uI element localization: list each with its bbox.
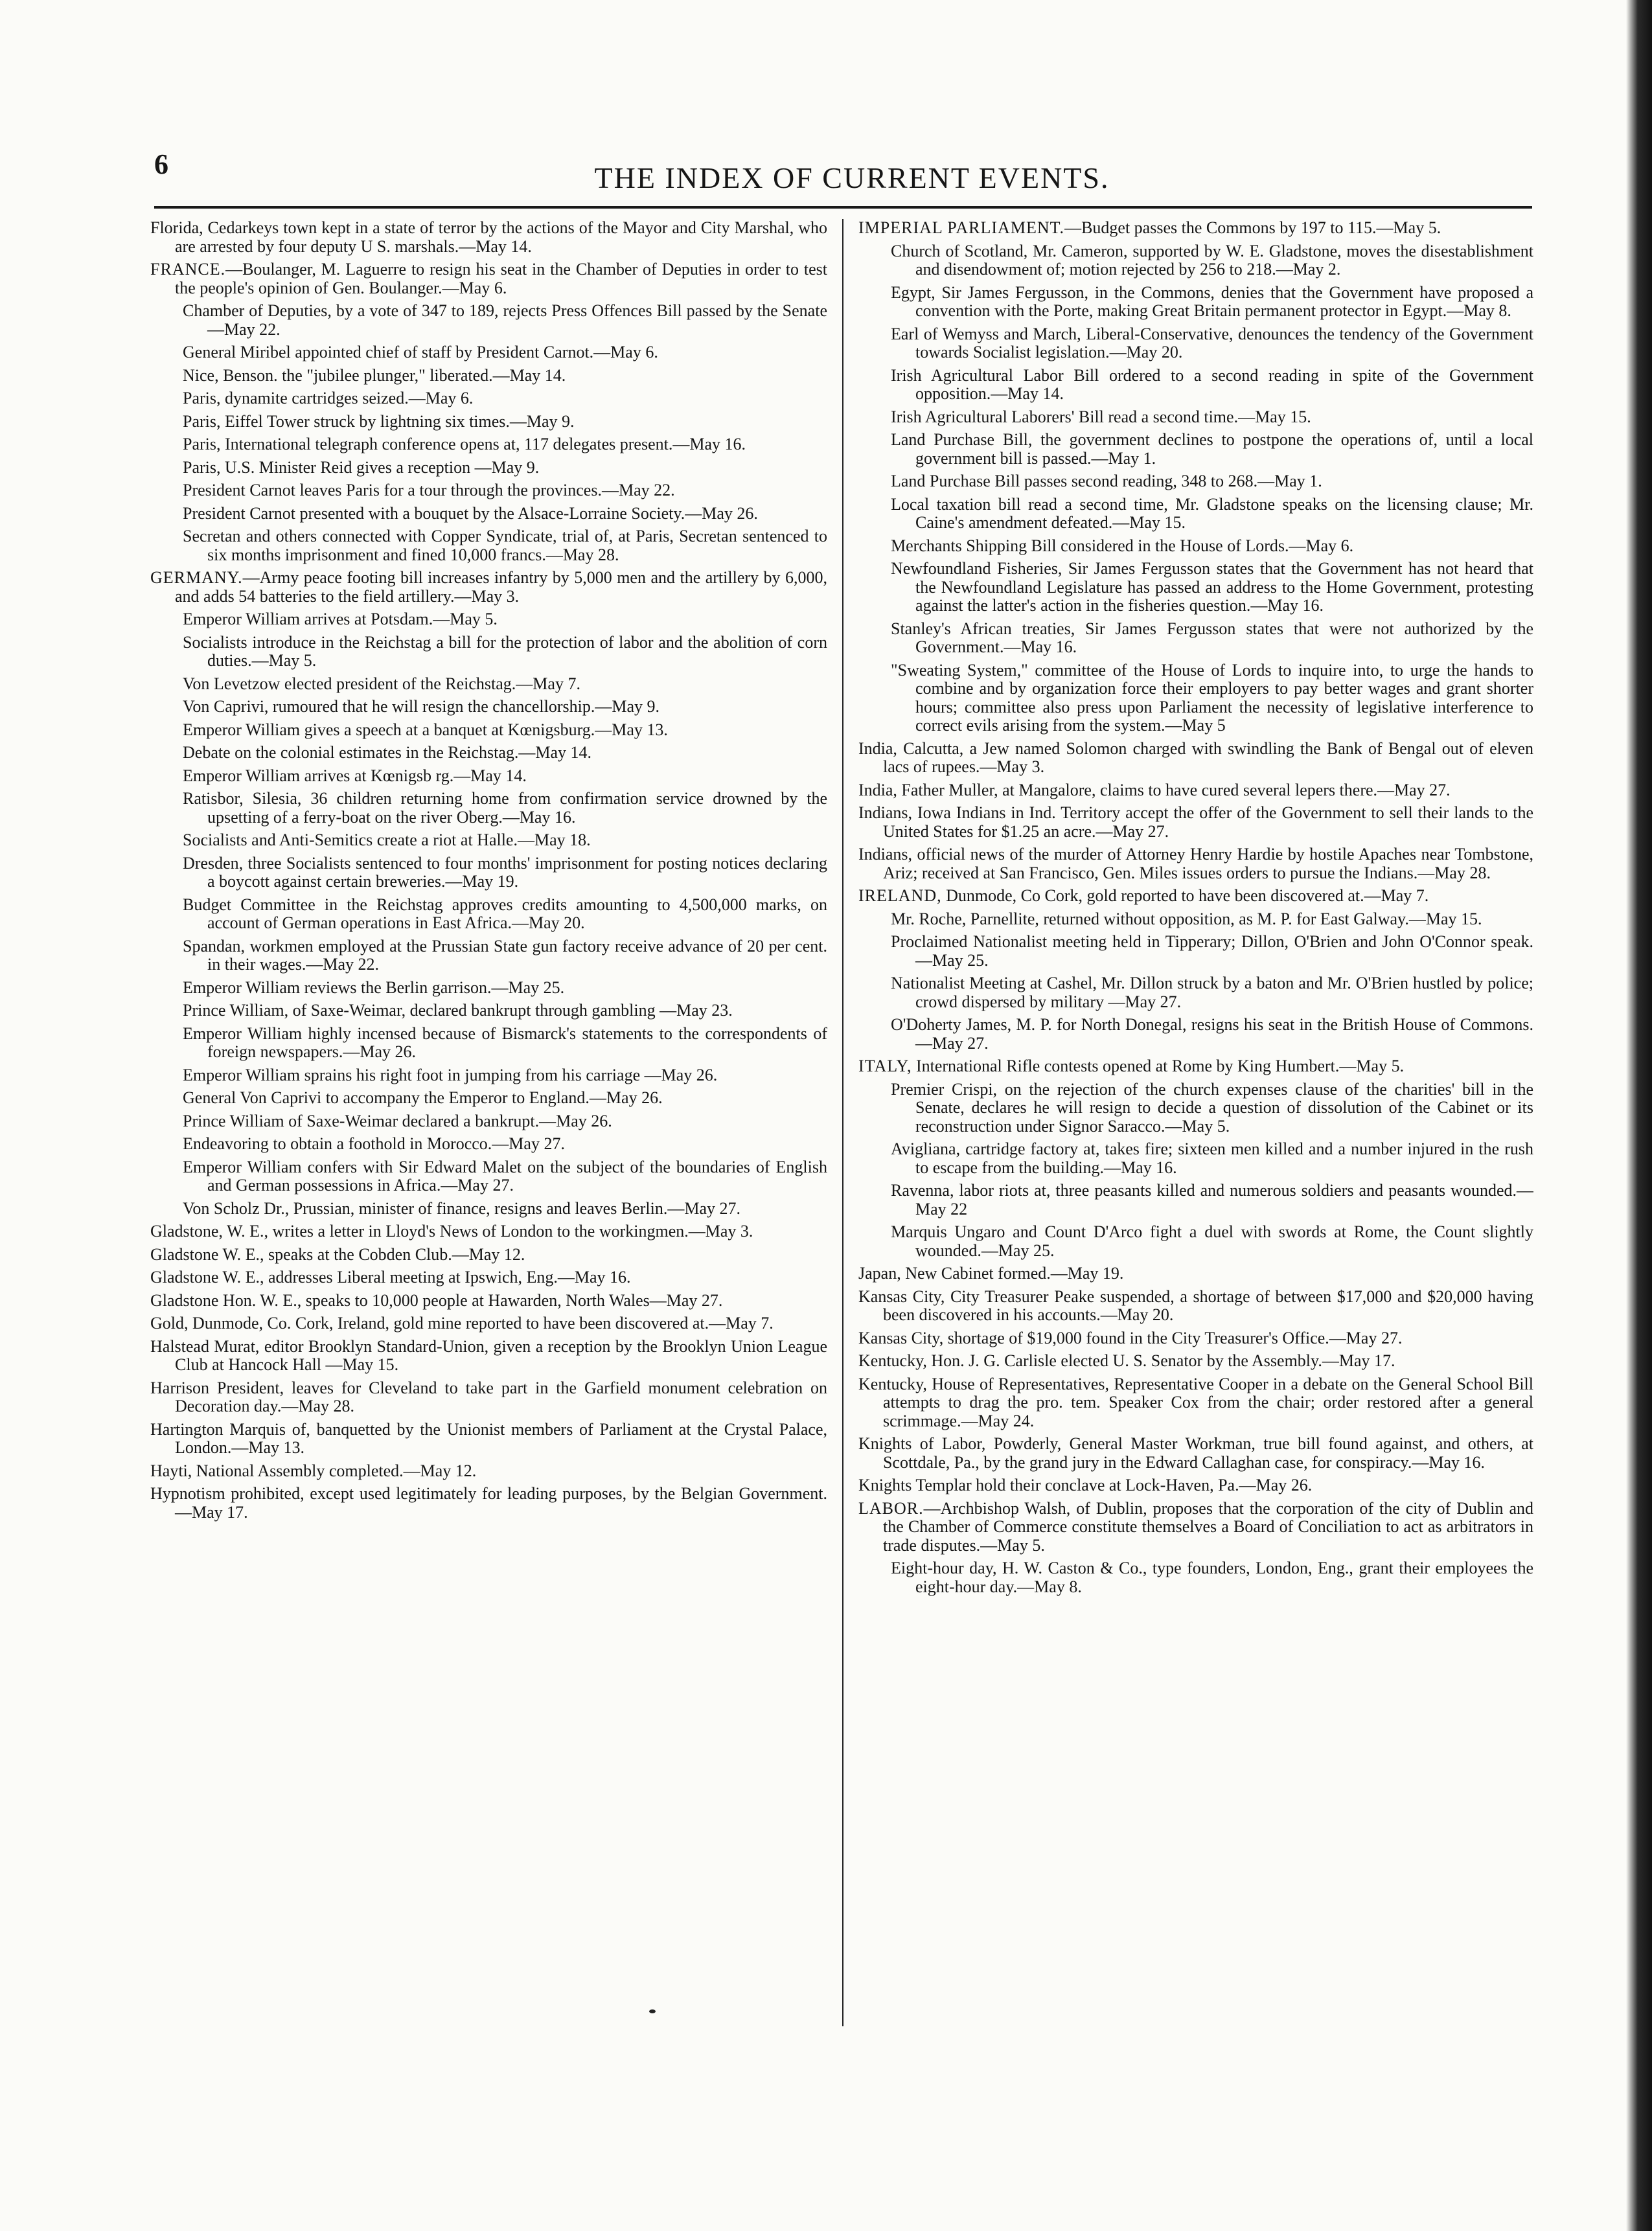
entry-text: Prince William, of Saxe-Weimar, declared bankrupt through gambling —May 23.	[183, 1001, 733, 1020]
index-entry	[858, 1057, 1533, 1076]
index-entry	[858, 1352, 1533, 1371]
entry-text: Debate on the colonial estimates in the Reichstag.—May 14.	[183, 743, 592, 762]
index-entry	[891, 661, 1533, 735]
index-entry	[183, 854, 827, 891]
index-entry	[891, 1081, 1533, 1136]
index-entry	[150, 219, 827, 256]
entry-text: Kentucky, Hon. J. G. Carlisle elected U. S. Senator by the Assembly.—May 17.	[858, 1351, 1395, 1370]
index-entry	[183, 1200, 827, 1218]
entry-text: General Miribel appointed chief of staff by President Carnot.—May 6.	[183, 343, 658, 361]
entry-text: —Boulanger, M. Laguerre to resign his seat in the Chamber of Deputies in order to test the people's opinion of Gen. Boulanger.—May 6.	[175, 260, 827, 297]
subject-heading: ITALY,	[858, 1057, 912, 1075]
index-entry	[891, 620, 1533, 657]
subject-heading: GERMANY.	[150, 568, 243, 587]
entry-text: President Carnot leaves Paris for a tour through the provinces.—May 22.	[183, 481, 675, 499]
index-entry	[858, 845, 1533, 882]
entry-text: Secretan and others connected with Copper Syndicate, trial of, at Paris, Secretan sentenced to six months imprisonment and fined 10,000 francs.—May 28.	[183, 527, 827, 564]
entry-text: General Von Caprivi to accompany the Emperor to England.—May 26.	[183, 1088, 663, 1107]
index-entry	[858, 740, 1533, 777]
entry-text: Japan, New Cabinet formed.—May 19.	[858, 1264, 1124, 1283]
entry-text: Spandan, workmen employed at the Prussian State gun factory receive advance of 20 per cent. in their wages.—May 22.	[183, 936, 827, 974]
index-entry	[891, 325, 1533, 362]
entry-text: Paris, U.S. Minister Reid gives a reception —May 9.	[183, 457, 540, 477]
entry-text: Premier Crispi, on the rejection of the church expenses clause of the charities' bill in the Senate, declares he will resign to decide a question of dissolution of the Cabinet or its reconstruction under Signor Saracco.—May 5.	[891, 1079, 1533, 1136]
index-entry	[183, 1025, 827, 1062]
entry-text: Nationalist Meeting at Cashel, Mr. Dillon struck by a baton and Mr. O'Brien hustled by police; crowd dispersed by military —May 27.	[891, 974, 1533, 1011]
entry-text: Emperor William reviews the Berlin garrison.—May 25.	[183, 978, 565, 997]
index-entry	[150, 1421, 827, 1458]
index-entry	[150, 1222, 827, 1241]
right-column	[858, 219, 1533, 2026]
entry-text: Emperor William sprains his right foot in jumping from his carriage —May 26.	[183, 1065, 718, 1084]
entry-text: Hypnotism prohibited, except used legitimately for leading purposes, by the Belgian Government.—May 17.	[150, 1484, 827, 1522]
index-entry	[891, 242, 1533, 279]
index-entry	[183, 634, 827, 670]
entry-text: Indians, Iowa Indians in Ind. Territory accept the offer of the Government to sell their lands to the United States for $1.25 an acre.—May 27.	[858, 803, 1533, 841]
entry-text: Irish Agricultural Laborers' Bill read a second time.—May 15.	[891, 407, 1311, 426]
index-entry	[183, 610, 827, 629]
entry-text: Gladstone W. E., speaks at the Cobden Club.—May 12.	[150, 1244, 525, 1264]
entry-text: Land Purchase Bill passes second reading, 348 to 268.—May 1.	[891, 472, 1322, 490]
entry-text: Avigliana, cartridge factory at, takes fire; sixteen men killed and a number injured in the rush to escape from the building.—May 16.	[891, 1139, 1533, 1177]
index-entry	[183, 527, 827, 564]
header-rule	[154, 206, 1532, 209]
index-entry	[891, 933, 1533, 970]
entry-text: Knights Templar hold their conclave at Lock-Haven, Pa.—May 26.	[858, 1476, 1313, 1494]
column-divider	[842, 219, 843, 2026]
entry-text: Land Purchase Bill, the government declines to postpone the operations of, until a local government bill is passed.—May 1.	[891, 430, 1533, 468]
index-entry	[891, 367, 1533, 404]
scan-right-edge	[1626, 0, 1652, 2231]
entry-text: Nice, Benson. the "jubilee plunger," liberated.—May 14.	[183, 365, 566, 385]
entry-text: Irish Agricultural Labor Bill ordered to a second reading in spite of the Government opposition.—May 14.	[891, 365, 1533, 403]
index-entry	[858, 1329, 1533, 1348]
index-entry	[891, 408, 1533, 427]
index-entry	[183, 721, 827, 740]
index-entry	[891, 974, 1533, 1011]
entry-text: Hayti, National Assembly completed.—May 12.	[150, 1461, 477, 1480]
index-entry	[183, 698, 827, 716]
index-entry	[183, 1135, 827, 1154]
index-entry	[183, 367, 827, 385]
index-entry	[891, 1182, 1533, 1218]
entry-text: Von Levetzow elected president of the Reichstag.—May 7.	[183, 674, 580, 693]
entry-text: Church of Scotland, Mr. Cameron, supported by W. E. Gladstone, moves the disestablishment and disendowment of; motion rejected by 256 to 218.—May 2.	[891, 241, 1533, 279]
index-entry	[183, 1158, 827, 1195]
index-entry	[183, 413, 827, 431]
entry-text: Halstead Murat, editor Brooklyn Standard-Union, given a reception by the Brooklyn Union League Club at Hancock Hall —May 15.	[150, 1336, 827, 1374]
index-entry	[183, 790, 827, 827]
entry-text: Newfoundland Fisheries, Sir James Fergusson states that the Government has not heard that the Newfoundland Legislature has passed an address to the Home Government, protesting against the latter's action in the fisheries question.—May 16.	[891, 559, 1533, 615]
entry-text: —Archbishop Walsh, of Dublin, proposes that the corporation of the city of Dublin and the Chamber of Commerce constitute themselves a Board of Conciliation to act as arbitrators in trade disputes.—May 5.	[883, 1498, 1533, 1555]
entry-text: Dunmode, Co Cork, gold reported to have been discovered at.—May 7.	[941, 886, 1429, 905]
index-entry	[858, 1500, 1533, 1555]
entry-text: Gladstone W. E., addresses Liberal meeting at Ipswich, Eng.—May 16.	[150, 1268, 631, 1287]
index-entry	[183, 343, 827, 362]
entry-text: Earl of Wemyss and March, Liberal-Conservative, denounces the tendency of the Government towards Socialist legislation.—May 20.	[891, 324, 1533, 361]
index-entry	[183, 767, 827, 786]
index-entry	[858, 804, 1533, 841]
index-entry	[183, 459, 827, 477]
subject-heading: FRANCE.	[150, 260, 226, 279]
entry-text: Knights of Labor, Powderly, General Master Workman, true bill found against, and others, at Scottdale, Pa., by the grand jury in the Edward Callaghan case, for conspiracy.—May 16.	[858, 1434, 1533, 1472]
subject-heading: LABOR.	[858, 1498, 924, 1518]
entry-text: Emperor William confers with Sir Edward Malet on the subject of the boundaries of English and German possessions in Africa.—May 27.	[183, 1157, 827, 1195]
subject-heading: IMPERIAL PARLIAMENT.	[858, 219, 1065, 237]
index-entry	[183, 1001, 827, 1020]
entry-text: Local taxation bill read a second time, Mr. Gladstone speaks on the licensing clause; Mr. Caine's amendment defeated.—May 15.	[891, 494, 1533, 532]
entry-text: Ravenna, labor riots at, three peasants killed and numerous soldiers and peasants wounded.—May 22	[891, 1181, 1533, 1218]
index-entry	[183, 1089, 827, 1108]
entry-text: Emperor William arrives at Kœnigsb rg.—May 14.	[183, 766, 527, 785]
index-entry	[183, 435, 827, 454]
index-entry	[891, 537, 1533, 556]
index-entry	[891, 1140, 1533, 1177]
index-entry	[183, 302, 827, 339]
index-entry	[183, 389, 827, 408]
entry-text: Emperor William gives a speech at a banquet at Kœnigsburg.—May 13.	[183, 720, 668, 739]
index-entry	[150, 1268, 827, 1287]
index-entry	[891, 1223, 1533, 1260]
index-entry	[150, 1314, 827, 1333]
index-entry	[858, 1375, 1533, 1431]
index-entry	[858, 781, 1533, 800]
entry-text: India, Calcutta, a Jew named Solomon charged with swindling the Bank of Bengal out of eleven lacs of rupees.—May 3.	[858, 738, 1533, 776]
entry-text: India, Father Muller, at Mangalore, claims to have cured several lepers there.—May 27.	[858, 780, 1451, 799]
entry-text: Proclaimed Nationalist meeting held in Tipperary; Dillon, O'Brien and John O'Connor speak.—May 25.	[891, 932, 1533, 970]
index-entry	[183, 937, 827, 974]
entry-text: Emperor William arrives at Potsdam.—May 5.	[183, 610, 498, 628]
index-entry	[150, 260, 827, 297]
entry-text: Socialists and Anti-Semitics create a riot at Halle.—May 18.	[183, 830, 591, 849]
index-entry	[150, 1246, 827, 1264]
entry-text: Kansas City, City Treasurer Peake suspended, a shortage of between $17,000 and $20,000 having been discovered in his accounts.—May 20.	[858, 1287, 1533, 1324]
entry-text: Florida, Cedarkeys town kept in a state of terror by the actions of the Mayor and City Marshal, who are arrested by four deputy U S. marshals.—May 14.	[150, 219, 827, 256]
index-entry	[150, 1292, 827, 1310]
index-entry	[891, 496, 1533, 532]
index-entry	[858, 887, 1533, 906]
entry-text: Hartington Marquis of, banquetted by the Unionist members of Parliament at the Crystal Palace, London.—May 13.	[150, 1419, 827, 1457]
index-entry	[183, 675, 827, 694]
index-entry	[891, 1016, 1533, 1053]
entry-text: Harrison President, leaves for Cleveland to take part in the Garfield monument celebration on Decoration day.—May 28.	[150, 1378, 827, 1415]
entry-text: Indians, official news of the murder of Attorney Henry Hardie by hostile Apaches near Tombstone, Ariz; received at San Francisco, Gen. Miles issues orders to pursue the Indians.—May 28.	[858, 845, 1533, 882]
entry-text: Marquis Ungaro and Count D'Arco fight a duel with swords at Rome, the Count slightly wounded.—May 25.	[891, 1222, 1533, 1260]
entry-text: Endeavoring to obtain a foothold in Morocco.—May 27.	[183, 1134, 565, 1153]
index-entry	[183, 744, 827, 762]
entry-text: "Sweating System," committee of the House of Lords to inquire into, to urge the hands to combine and by organization force their employers to pay better wages and grant shorter hours; committee also press upon Parliament the necessity of legislative interference to correct evils arising from the system.—May 5	[891, 660, 1533, 735]
left-column	[150, 219, 827, 2026]
index-entry	[183, 979, 827, 998]
entry-text: Gold, Dunmode, Co. Cork, Ireland, gold mine reported to have been discovered at.—May 7.	[150, 1314, 774, 1333]
page-number: 6	[154, 148, 168, 180]
index-entry	[183, 1066, 827, 1085]
entry-text: Mr. Roche, Parnellite, returned without opposition, as M. P. for East Galway.—May 15.	[891, 909, 1482, 928]
entry-text: Paris, Eiffel Tower struck by lightning six times.—May 9.	[183, 411, 575, 431]
index-entry	[858, 1476, 1533, 1495]
index-entry	[858, 1435, 1533, 1472]
index-entry	[891, 472, 1533, 491]
entry-text: Von Caprivi, rumoured that he will resign the chancellorship.—May 9.	[183, 697, 660, 716]
entry-text: Gladstone Hon. W. E., speaks to 10,000 people at Hawarden, North Wales—May 27.	[150, 1290, 723, 1310]
entry-text: Eight-hour day, H. W. Caston & Co., type founders, London, Eng., grant their employees the eight-hour day.—May 8.	[891, 1559, 1533, 1596]
entry-text: Budget Committee in the Reichstag approves credits amounting to 4,500,000 marks, on account of German operations in East Africa.—May 20.	[183, 895, 827, 932]
entry-text: President Carnot presented with a bouquet by the Alsace-Lorraine Society.—May 26.	[183, 503, 758, 523]
entry-text: Stanley's African treaties, Sir James Fergusson states that were not authorized by the Government.—May 16.	[891, 619, 1533, 656]
index-entry	[183, 896, 827, 933]
entry-text: Gladstone, W. E., writes a letter in Lloyd's News of London to the workingmen.—May 3.	[150, 1222, 753, 1241]
entry-text: —Budget passes the Commons by 197 to 115.—May 5.	[1064, 219, 1441, 237]
entry-text: Paris, International telegraph conference opens at, 117 delegates present.—May 16.	[183, 435, 746, 453]
index-entry	[183, 505, 827, 523]
entry-text: International Rifle contests opened at Rome by King Humbert.—May 5.	[912, 1057, 1405, 1075]
index-entry	[150, 1462, 827, 1481]
entry-text: Kansas City, shortage of $19,000 found in the City Treasurer's Office.—May 27.	[858, 1328, 1403, 1347]
index-entry	[183, 1112, 827, 1131]
index-entry	[150, 1338, 827, 1375]
index-entry	[858, 219, 1533, 238]
entry-text: Von Scholz Dr., Prussian, minister of finance, resigns and leaves Berlin.—May 27.	[183, 1198, 740, 1218]
index-entry	[150, 1379, 827, 1416]
index-entry	[891, 1559, 1533, 1596]
entry-text: Kentucky, House of Representatives, Representative Cooper in a debate on the General School Bill attempts to drag the pro. tem. Speaker Cox from the chair; order restored after a general scrimmage.—May 24.	[858, 1374, 1533, 1430]
entry-text: O'Doherty James, M. P. for North Donegal, resigns his seat in the British House of Commons.—May 27.	[891, 1015, 1533, 1053]
stray-mark	[649, 2009, 656, 2013]
entry-text: Emperor William highly incensed because of Bismarck's statements to the correspondents of foreign newspapers.—May 26.	[183, 1024, 827, 1061]
index-entry	[858, 1264, 1533, 1283]
entry-text: Prince William of Saxe-Weimar declared a bankrupt.—May 26.	[183, 1111, 612, 1130]
entry-text: —Army peace footing bill increases infantry by 5,000 men and the artillery by 6,000, and adds 54 batteries to the field artillery.—May 3.	[175, 568, 827, 606]
entry-text: Ratisbor, Silesia, 36 children returning home from confirmation service drowned by the upsetting of a ferry-boat on the river Oberg.—May 16.	[183, 789, 827, 827]
index-entry	[891, 284, 1533, 321]
index-entry	[183, 481, 827, 500]
index-entry	[858, 1288, 1533, 1325]
subject-heading: IRELAND,	[858, 886, 942, 905]
index-entry	[150, 569, 827, 606]
entry-text: Merchants Shipping Bill considered in the House of Lords.—May 6.	[891, 536, 1354, 555]
entry-text: Dresden, three Socialists sentenced to four months' imprisonment for posting notices declaring a boycott against certain breweries.—May 19.	[183, 853, 827, 891]
index-entry	[150, 1485, 827, 1522]
index-entry	[183, 831, 827, 850]
entry-text: Egypt, Sir James Fergusson, in the Commons, denies that the Government have proposed a convention with the Porte, making Great Britain permanent protector in Egypt.—May 8.	[891, 282, 1533, 320]
running-title: THE INDEX OF CURRENT EVENTS.	[594, 161, 1110, 194]
index-entry	[891, 560, 1533, 615]
index-entry	[891, 431, 1533, 468]
entry-text: Paris, dynamite cartridges seized.—May 6.	[183, 389, 474, 407]
index-entry	[891, 910, 1533, 929]
entry-text: Socialists introduce in the Reichstag a bill for the protection of labor and the abolition of corn duties.—May 5.	[183, 632, 827, 670]
entry-text: Chamber of Deputies, by a vote of 347 to 189, rejects Press Offences Bill passed by the Senate —May 22.	[183, 301, 827, 339]
